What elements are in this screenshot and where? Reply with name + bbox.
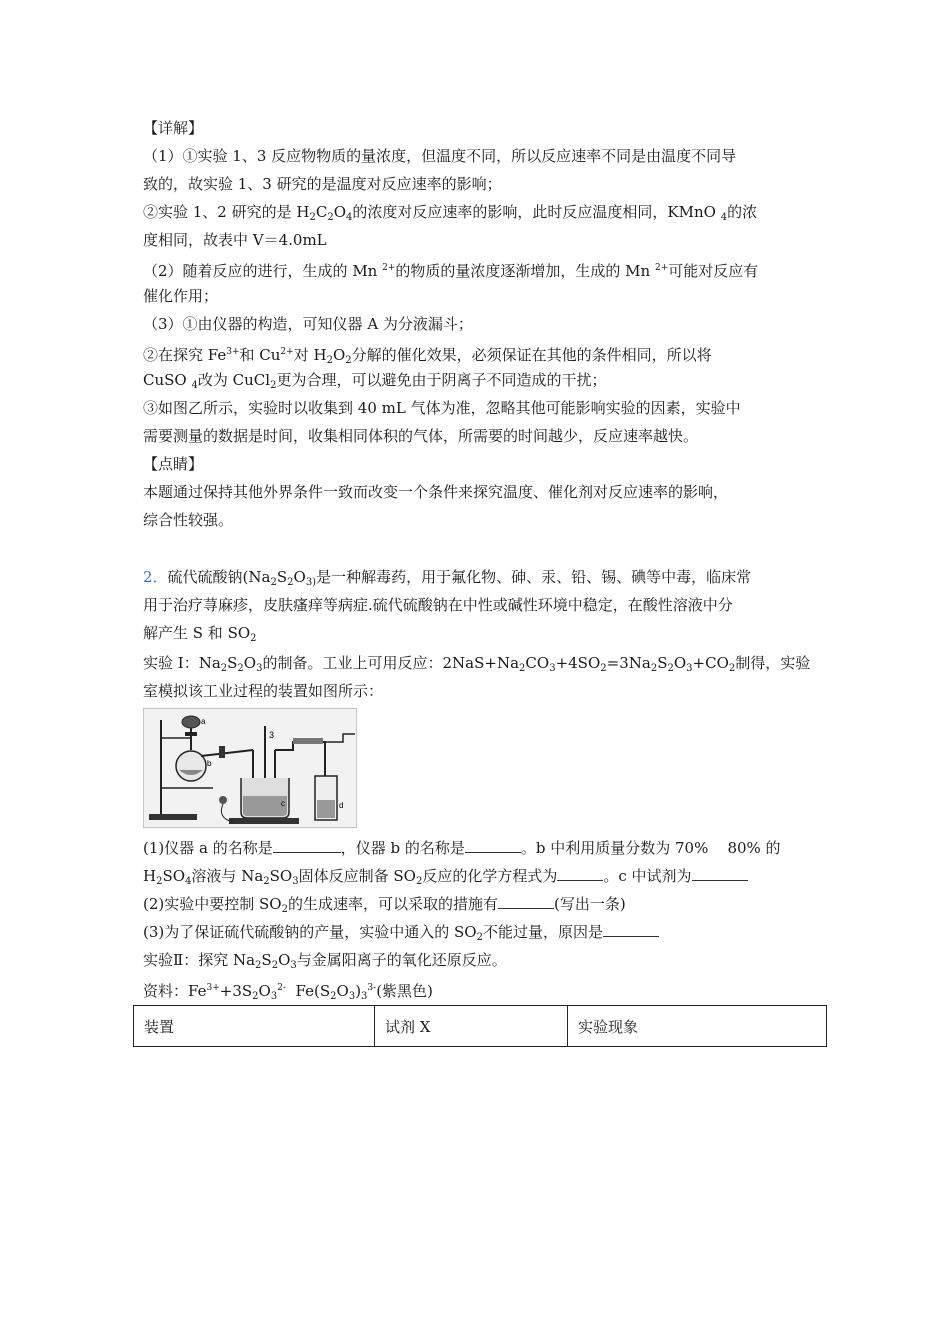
detail-line: 度相同，故表中 V＝4.0mL xyxy=(143,231,327,249)
detail-line: ②实验 1、2 研究的是 $H_2C_2O_4$的浓度对反应速率的影响，此时反应温度相同，KMnO $_4$的浓 xyxy=(143,203,758,223)
detail-line: ②在探究 $Fe^{3+}$和 $Cu^{2+}$对 $H_2O_2$分解的催化效果，必须保证在其他的条件相同，所以将 xyxy=(143,346,712,366)
answer-blank[interactable] xyxy=(465,838,521,853)
table-header-cell: 装置 xyxy=(134,1006,375,1047)
point-line: 本题通过保持其他外界条件一致而改变一个条件来探究温度、催化剂对反应速率的影响， xyxy=(143,483,729,501)
detail-line: （2）随着反应的进行，生成的 Mn $^{2+}$的物质的量浓度逐渐增加，生成的 Mn $^{2+}$可能对反应有 xyxy=(143,262,759,280)
detail-line: （1）①实验 1、3 反应物物质的量浓度，但温度不同，所以反应速率不同是由温度不同导 xyxy=(143,147,737,165)
question-line: 实验Ⅱ：探究 $Na_2S_2O_3$与金属阳离子的氧化还原反应。 xyxy=(143,951,507,971)
detail-line: CuSO $_4$改为 CuCl$_2$更为合理，可以避免由于阴离子不同造成的干扰； xyxy=(143,371,607,391)
question-line: $H_2SO_4$溶液与 $Na_2SO_3$固体反应制备 $SO_2$反应的化学方程式为 。c 中试剂为 xyxy=(143,866,748,892)
question-number: 2． xyxy=(143,568,168,586)
experiment-table xyxy=(133,1005,827,1047)
question-line: 实验 I：$Na_2S_2O_3$的制备。工业上可用反应：$2NaS+Na_2CO_3+4SO_2=3Na_2S_2O_3+CO_2$制得，实验 xyxy=(143,654,811,674)
question-line: 室模拟该工业过程的装置如图所示： xyxy=(143,682,384,700)
label-c: c xyxy=(281,799,285,808)
answer-blank[interactable] xyxy=(603,922,659,937)
label-a: a xyxy=(201,717,206,726)
table-header-cell: 试剂 X xyxy=(375,1006,568,1047)
detail-line: 催化作用； xyxy=(143,287,219,305)
answer-blank[interactable] xyxy=(692,866,748,881)
question-line: 2．硫代硫酸钠($Na_2S_2O_{3)}$是一种解毒药，用于氟化物、砷、汞、铅、锡、碘等中毒，临床常 xyxy=(143,568,752,588)
apparatus-figure xyxy=(143,708,357,828)
detail-line: 致的，故实验 1、3 研究的是温度对反应速率的影响； xyxy=(143,175,502,193)
label-b: b xyxy=(207,759,212,768)
detail-line: 需要测量的数据是时间，收集相同体积的气体，所需要的时间越少，反应速率越快。 xyxy=(143,427,699,445)
label-d: d xyxy=(339,801,344,810)
detail-header: 【详解】 xyxy=(143,119,204,137)
point-line: 综合性较强。 xyxy=(143,511,234,529)
label-3: 3 xyxy=(269,730,275,740)
question-line: (1)仪器 a 的名称是 ，仪器 b 的名称是 。b 中利用质量分数为 70% 80% 的 xyxy=(143,839,781,857)
detail-line: ③如图乙所示，实验时以收集到 40 mL 气体为准，忽略其他可能影响实验的因素，实验中 xyxy=(143,399,741,417)
point-header: 【点睛】 xyxy=(143,455,204,473)
answer-blank[interactable] xyxy=(498,894,554,909)
question-line: (2)实验中要控制 $SO_2$的生成速率，可以采取的措施有 (写出一条) xyxy=(143,895,626,915)
answer-blank[interactable] xyxy=(557,866,603,881)
answer-blank[interactable] xyxy=(273,838,341,853)
table-row xyxy=(134,1006,827,1047)
question-line: 解产生 S 和 $SO_2$ xyxy=(143,624,257,644)
table-header-cell: 实验现象 xyxy=(568,1006,827,1047)
question-line: 用于治疗荨麻疹，皮肤瘙痒等病症.硫代硫酸钠在中性或碱性环境中稳定，在酸性溶液中分 xyxy=(143,596,733,614)
question-line: (3)为了保证硫代硫酸钠的产量，实验中通入的 $SO_2$不能过量，原因是 xyxy=(143,922,659,948)
detail-line: （3）①由仪器的构造，可知仪器 A 为分液漏斗； xyxy=(143,315,473,333)
question-line: 资料：$Fe^{3+}+3S_2O_3^{2-}$ $Fe(S_2O_3)_3^{3-}$(紫黑色) xyxy=(143,982,433,1002)
